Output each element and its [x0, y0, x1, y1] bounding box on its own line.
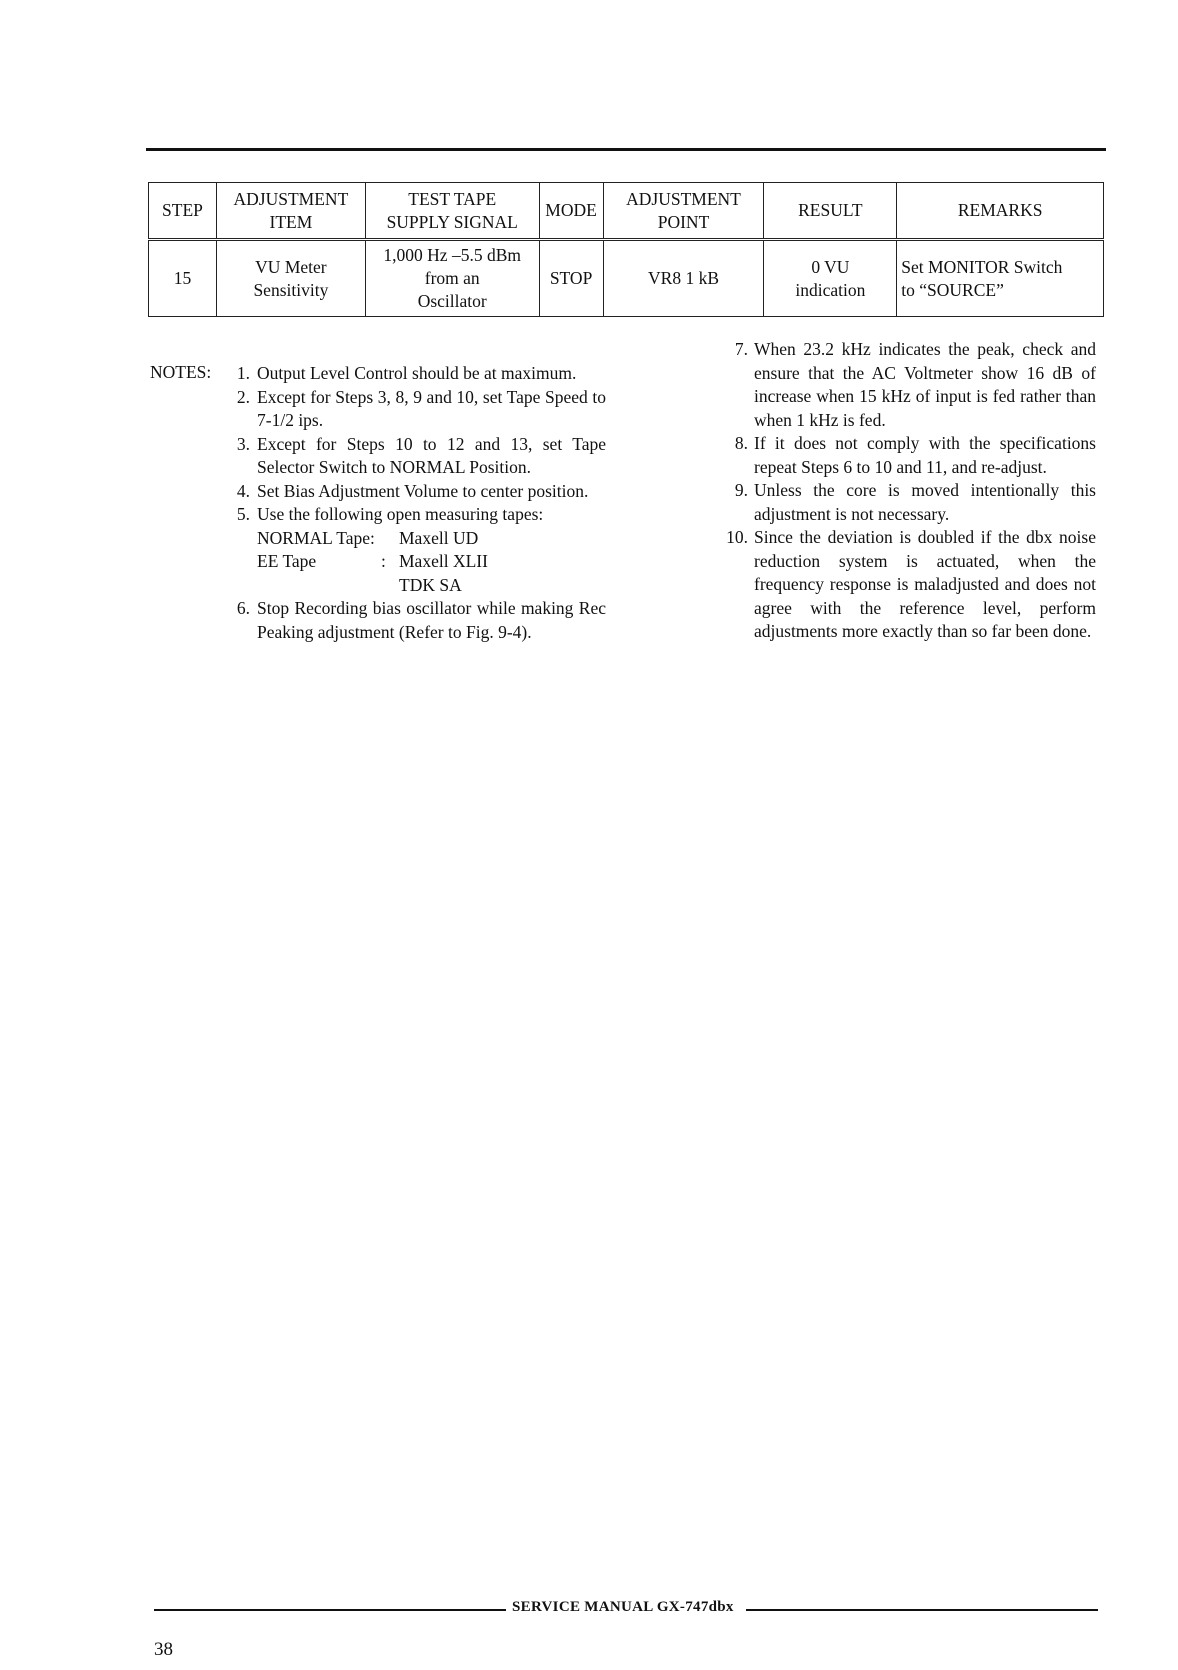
page-number: 38 — [154, 1639, 173, 1660]
note-10 — [718, 526, 1096, 644]
tape-value-normal: Maxell UD — [399, 527, 479, 548]
notes-right-column — [718, 338, 1096, 644]
cell-result: 0 VU indication — [764, 240, 897, 317]
cell-adjustment-point: VR8 1 kB — [603, 240, 764, 317]
note-3 — [228, 433, 606, 480]
note-number: 5. — [236, 504, 250, 524]
footer-rule-right — [746, 1609, 1098, 1611]
note-number: 6. — [236, 598, 250, 618]
note-text: Except for Steps 3, 8, 9 and 10, set Tape Speed to 7-1/2 ips. — [257, 386, 606, 430]
note-text: Except for Steps 10 to 12 and 13, set Tape Selector Switch to NORMAL Position. — [257, 433, 606, 477]
footer-rule-left — [154, 1609, 506, 1611]
tape-list-normal — [257, 527, 606, 551]
note-number: 8. — [734, 433, 748, 453]
cell-adjustment-item: VU Meter Sensitivity — [216, 240, 365, 317]
notes-label: NOTES: — [150, 362, 212, 382]
top-rule — [146, 148, 1106, 151]
note-number: 2. — [236, 386, 250, 407]
note-6 — [228, 597, 606, 644]
tape-colon-ee: : — [381, 551, 386, 571]
note-text: Output Level Control should be at maximum. — [257, 363, 577, 383]
note-text: Since the deviation is doubled if the dbx noise reduction system is actuated, when the frequency response is maladjusted and does not agree with the reference level, perform adjustments more exactly than so far been done. — [754, 527, 1096, 641]
note-number: 1. — [236, 363, 250, 383]
footer-title: SERVICE MANUAL GX-747dbx — [512, 1599, 734, 1615]
table-row — [149, 240, 1104, 317]
note-4 — [228, 480, 606, 504]
tape-value-ee-1: Maxell XLII — [399, 551, 488, 571]
tape-list-ee-2 — [257, 574, 606, 598]
cell-test-tape: 1,000 Hz –5.5 dBm from an Oscillator — [365, 240, 539, 317]
note-text: Unless the core is moved intentionally this adjustment is not necessary. — [754, 480, 1096, 524]
note-number: 9. — [734, 480, 748, 500]
cell-remarks: Set MONITOR Switch to “SOURCE” — [897, 240, 1104, 317]
tape-list-ee — [257, 550, 606, 574]
note-text: If it does not comply with the specifications repeat Steps 6 to 10 and 11, and re-adjust. — [754, 433, 1096, 477]
header-mode: MODE — [539, 183, 603, 240]
header-step: STEP — [149, 183, 217, 240]
adjustment-table — [148, 182, 1104, 317]
note-1 — [228, 362, 606, 386]
cell-mode: STOP — [539, 240, 603, 317]
note-number: 7. — [734, 339, 748, 359]
note-2 — [228, 386, 606, 433]
header-adjustment-item: ADJUSTMENT ITEM — [216, 183, 365, 240]
tape-value-ee-2: TDK SA — [399, 574, 462, 595]
note-number: 3. — [236, 433, 250, 454]
header-result: RESULT — [764, 183, 897, 240]
cell-step: 15 — [149, 240, 217, 317]
header-adjustment-point: ADJUSTMENT POINT — [603, 183, 764, 240]
note-5 — [228, 503, 606, 597]
note-8 — [718, 432, 1096, 479]
note-7 — [718, 338, 1096, 432]
tape-label-normal: NORMAL Tape: — [257, 527, 375, 548]
note-number: 4. — [236, 480, 250, 501]
note-text: When 23.2 kHz indicates the peak, check and ensure that the AC Voltmeter show 16 dB of increase when 15 kHz of input is fed rather than when 1 kHz is fed. — [754, 339, 1096, 430]
table-header-row — [149, 183, 1104, 240]
note-number: 10. — [726, 527, 748, 547]
note-text: Use the following open measuring tapes: — [257, 504, 544, 524]
note-text: Stop Recording bias oscillator while making Rec Peaking adjustment (Refer to Fig. 9-4). — [257, 598, 606, 642]
note-9 — [718, 479, 1096, 526]
note-text: Set Bias Adjustment Volume to center position. — [257, 480, 589, 501]
tape-label-ee: EE Tape — [257, 551, 317, 571]
header-test-tape: TEST TAPE SUPPLY SIGNAL — [365, 183, 539, 240]
header-remarks: REMARKS — [897, 183, 1104, 240]
notes-left-column — [228, 362, 606, 644]
